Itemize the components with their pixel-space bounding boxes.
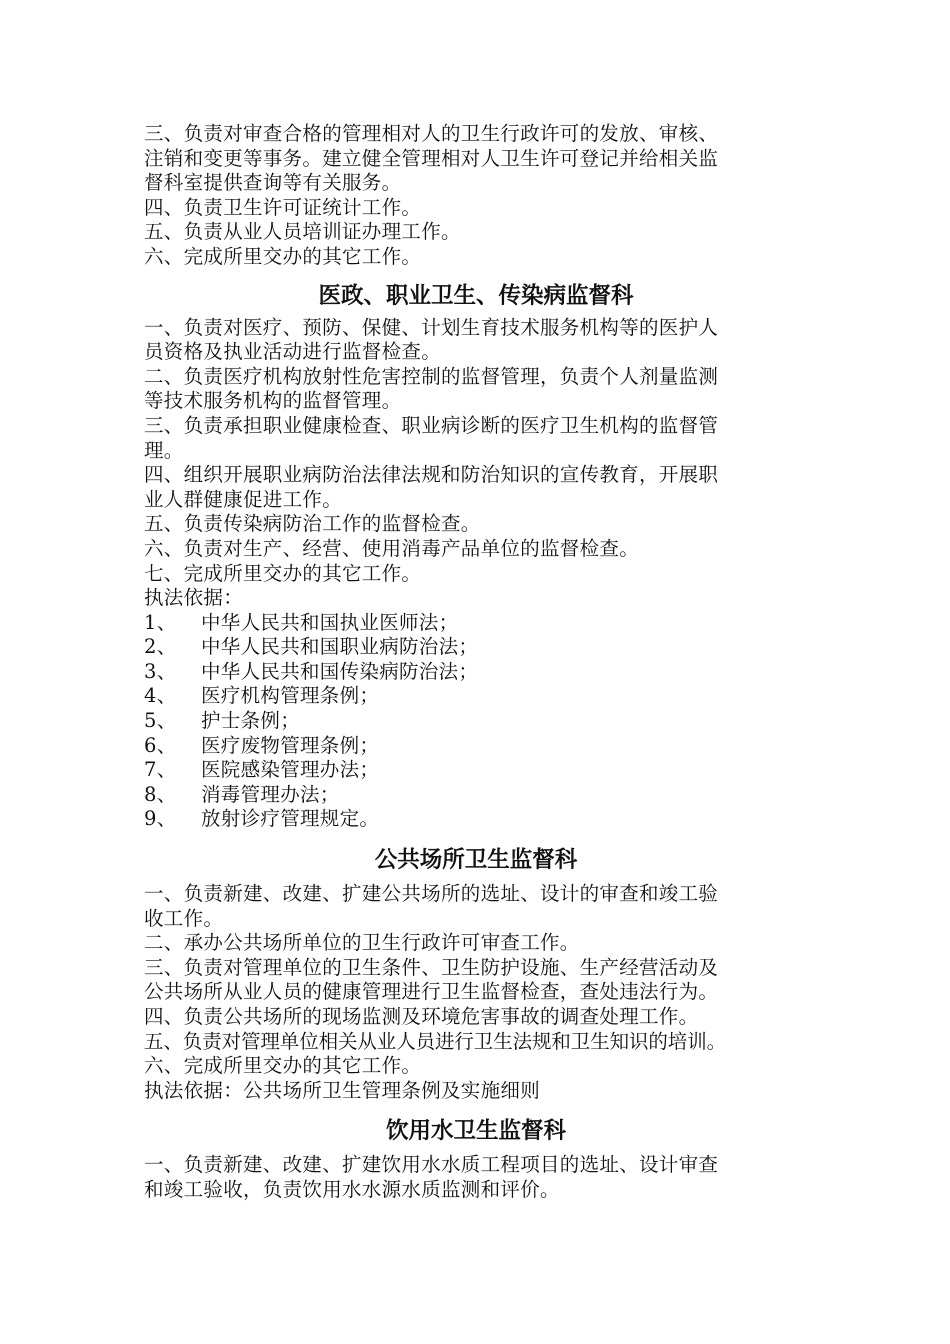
section-heading-public-places: 公共场所卫生监督科	[374, 847, 578, 874]
paragraph-line: 五、负责对管理单位相关从业人员进行卫生法规和卫生知识的培训。	[144, 1029, 727, 1053]
paragraph-line: 三、负责对管理单位的卫生条件、卫生防护设施、生产经营活动及	[144, 955, 719, 979]
law-list-item	[144, 783, 808, 808]
law-number: 3、	[144, 659, 177, 683]
law-basis-line: 执法依据：公共场所卫生管理条例及实施细则	[144, 1078, 541, 1102]
law-list-item	[144, 684, 808, 709]
paragraph-line: 五、负责传染病防治工作的监督检查。	[144, 512, 481, 536]
paragraph-line: 公共场所从业人员的健康管理进行卫生监督检查，查处违法行为。	[144, 980, 719, 1004]
paragraph-line: 督科室提供查询等有关服务。	[144, 171, 402, 195]
law-list-item	[144, 660, 808, 685]
law-number: 2、	[144, 635, 177, 659]
paragraph-line: 等技术服务机构的监督管理。	[144, 389, 402, 413]
paragraph-line: 员资格及执业活动进行监督检查。	[144, 340, 442, 364]
paragraph-line: 业人群健康促进工作。	[144, 487, 343, 511]
law-title: 医疗废物管理条例；	[201, 733, 380, 757]
law-list-item	[144, 709, 808, 734]
law-title: 医疗机构管理条例；	[201, 684, 380, 708]
paragraph-line: 一、负责新建、改建、扩建公共场所的选址、设计的审查和竣工验	[144, 882, 719, 906]
law-number: 9、	[144, 807, 177, 831]
law-title: 中华人民共和国职业病防治法；	[201, 635, 479, 659]
law-title: 中华人民共和国传染病防治法；	[201, 659, 479, 683]
law-number: 7、	[144, 758, 177, 782]
paragraph-line: 理。	[144, 438, 184, 462]
paragraph-line: 二、负责医疗机构放射性危害控制的监督管理，负责个人剂量监测	[144, 364, 719, 388]
law-title: 消毒管理办法；	[201, 782, 340, 806]
paragraph-line: 一、负责对医疗、预防、保健、计划生育技术服务机构等的医护人	[144, 315, 719, 339]
paragraph-line: 六、负责对生产、经营、使用消毒产品单位的监督检查。	[144, 536, 640, 560]
paragraph-line: 五、负责从业人员培训证办理工作。	[144, 220, 461, 244]
law-title: 医院感染管理办法；	[201, 758, 380, 782]
paragraph-line: 二、承办公共场所单位的卫生行政许可审查工作。	[144, 931, 580, 955]
paragraph-line: 六、完成所里交办的其它工作。	[144, 1054, 422, 1078]
paragraph-line: 四、负责卫生许可证统计工作。	[144, 195, 422, 219]
paragraph-line: 四、负责公共场所的现场监测及环境危害事故的调查处理工作。	[144, 1005, 699, 1028]
law-number: 4、	[144, 684, 177, 708]
section-heading-drinking-water: 饮用水卫生监督科	[385, 1118, 566, 1145]
law-list-item	[144, 734, 808, 759]
law-basis-label: 执法依据：	[144, 586, 244, 610]
paragraph-line: 四、组织开展职业病防治法律法规和防治知识的宣传教育，开展职	[144, 463, 719, 487]
paragraph-line: 三、负责对审查合格的管理相对人的卫生行政许可的发放、审核、	[144, 122, 719, 145]
law-title: 护士条例；	[201, 709, 301, 733]
law-number: 5、	[144, 709, 177, 733]
paragraph-line: 一、负责新建、改建、扩建饮用水水质工程项目的选址、设计审查	[144, 1153, 719, 1177]
section-heading-medical: 医政、职业卫生、传染病监督科	[318, 282, 634, 309]
law-title: 放射诊疗管理规定。	[201, 807, 380, 831]
law-list-item	[144, 635, 808, 660]
law-title: 中华人民共和国执业医师法；	[201, 610, 459, 634]
document-body	[144, 122, 808, 1203]
law-list-item	[144, 758, 808, 783]
law-number: 6、	[144, 733, 177, 757]
paragraph-line: 三、负责承担职业健康检查、职业病诊断的医疗卫生机构的监督管	[144, 413, 719, 437]
paragraph-line: 六、完成所里交办的其它工作。	[144, 244, 422, 268]
law-list-item	[144, 807, 808, 832]
paragraph-line: 收工作。	[144, 906, 224, 930]
paragraph-line: 和竣工验收，负责饮用水水源水质监测和评价。	[144, 1177, 560, 1201]
paragraph-line: 七、完成所里交办的其它工作。	[144, 561, 422, 585]
paragraph-line: 注销和变更等事务。建立健全管理相对人卫生许可登记并给相关监	[144, 146, 719, 170]
law-list-item	[144, 611, 808, 636]
law-number: 1、	[144, 610, 177, 634]
law-number: 8、	[144, 782, 177, 806]
